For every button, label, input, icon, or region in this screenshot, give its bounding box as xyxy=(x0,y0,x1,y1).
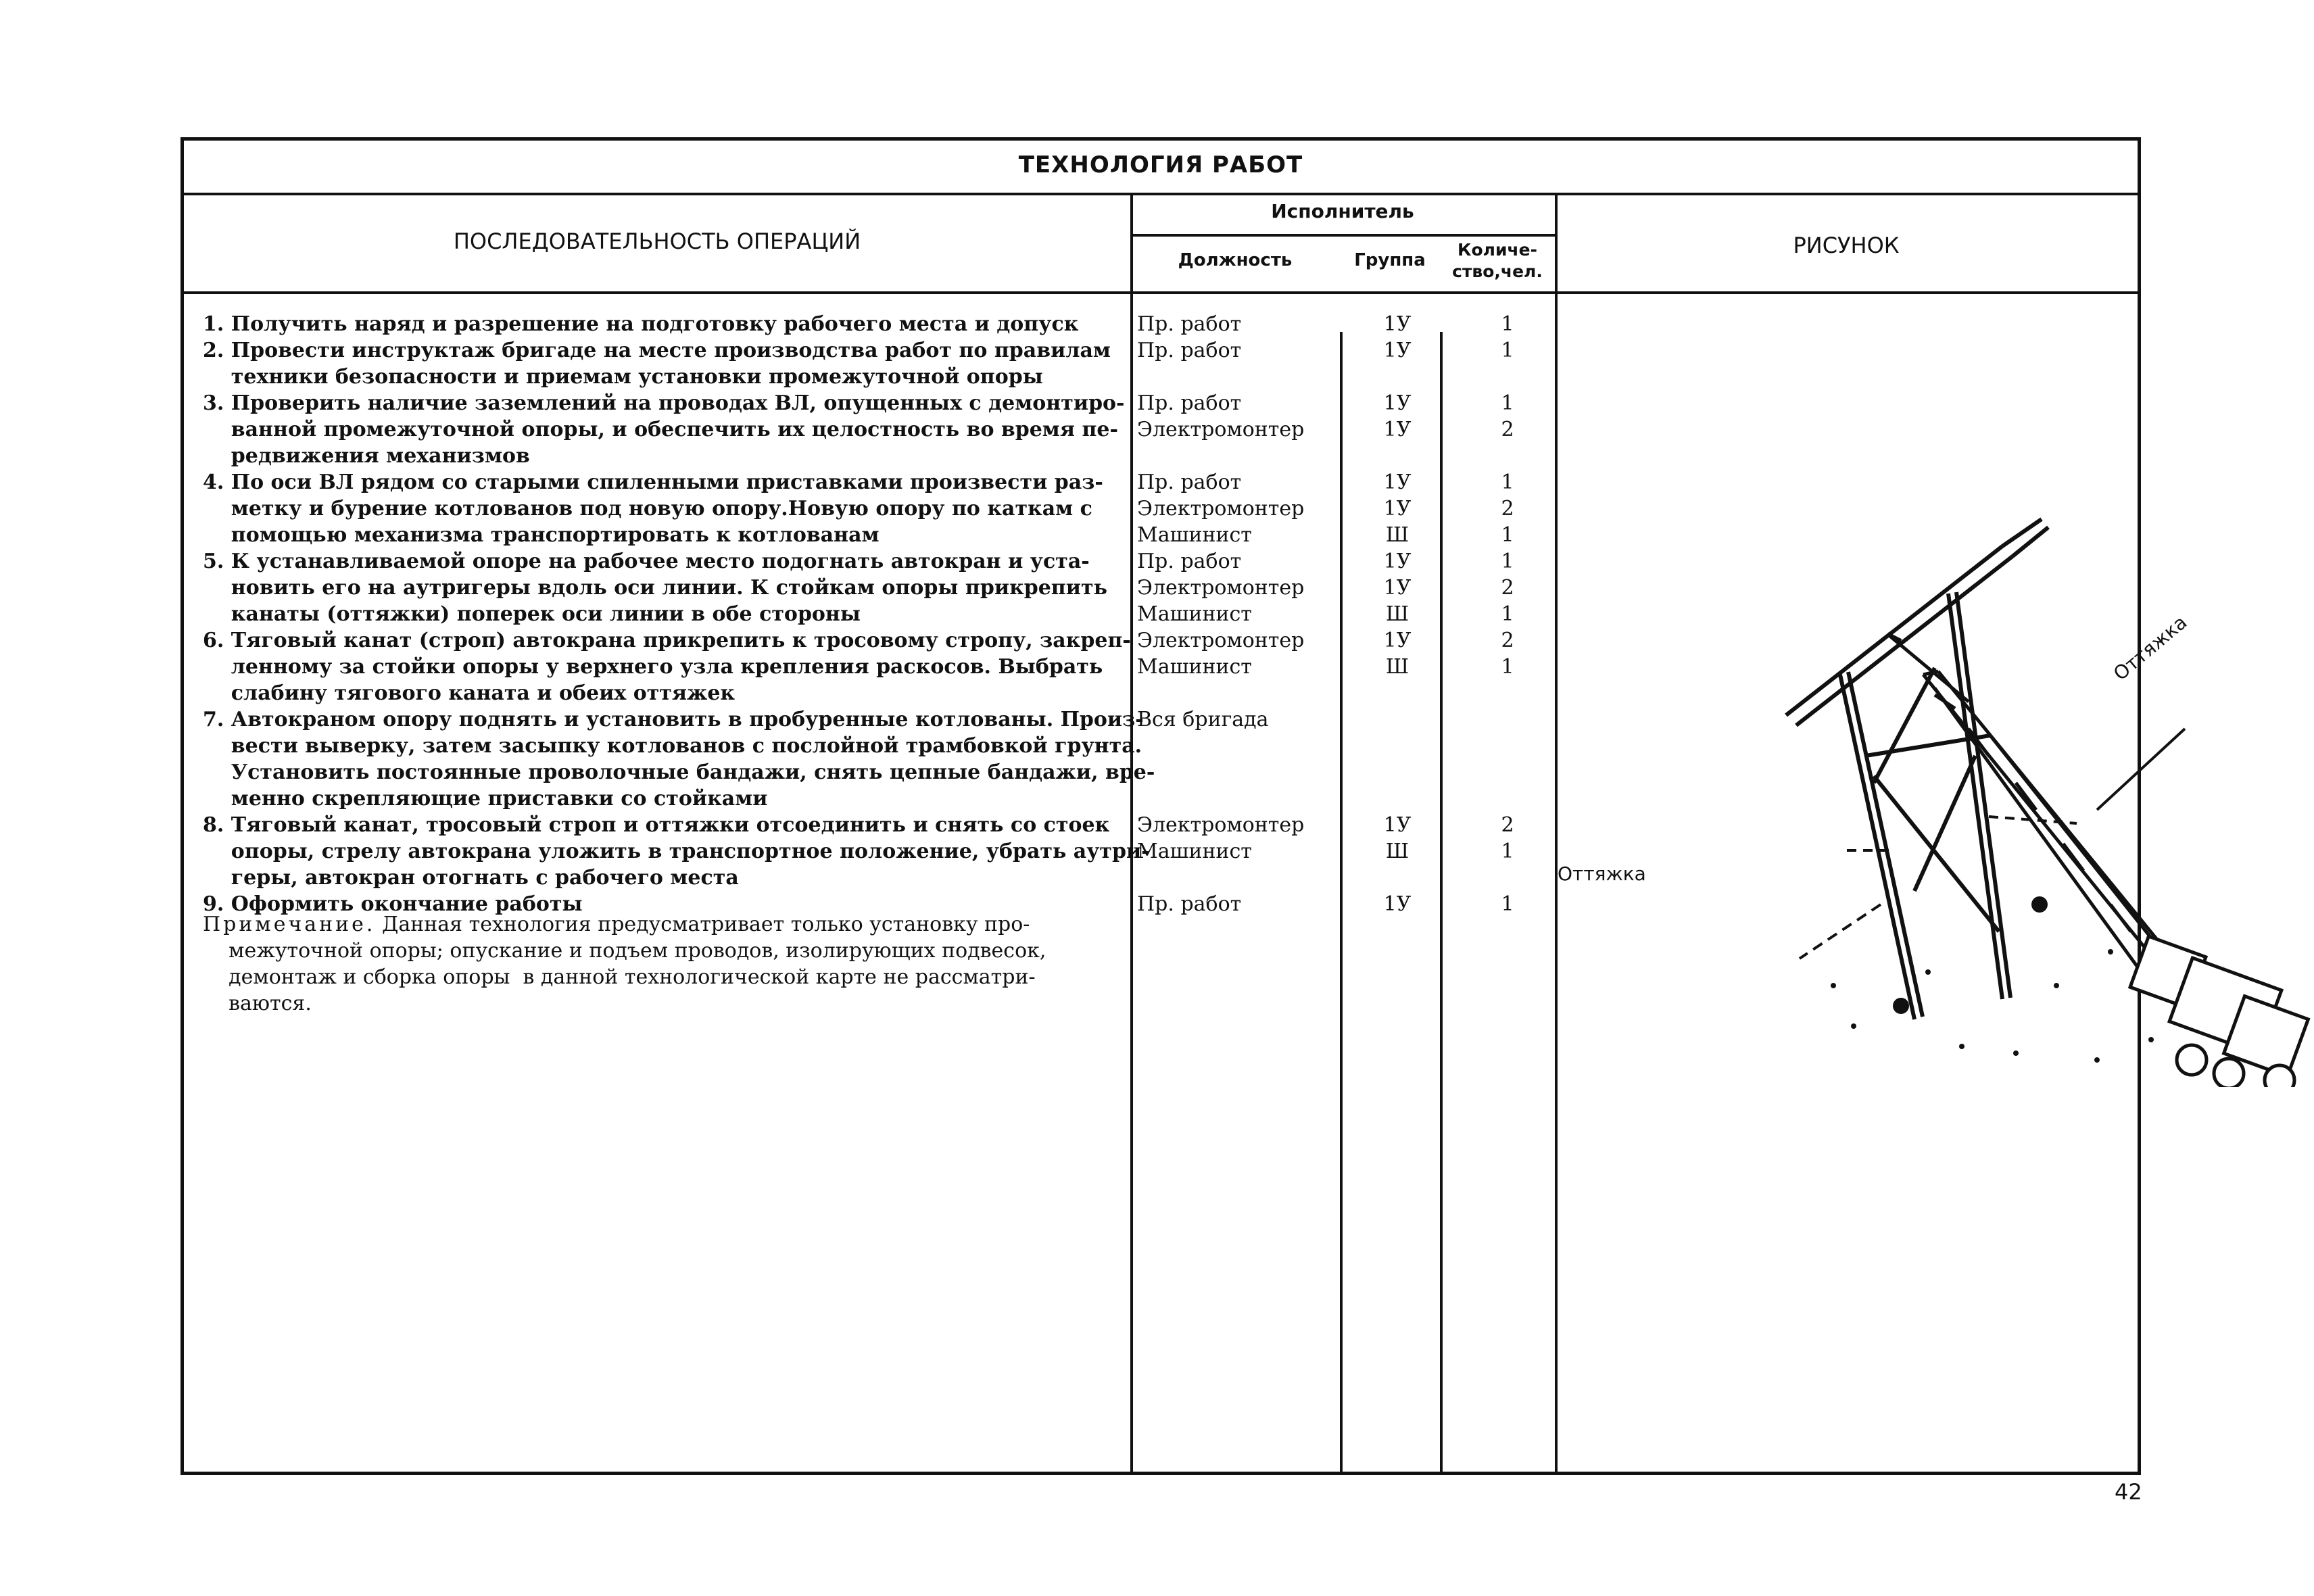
quantity-column: 1 1 1 2 1 2 1 1 2 1 2 1 2 1 1 xyxy=(1501,312,1514,916)
col-divider-group xyxy=(1440,332,1443,1472)
operations-list: 1. Получить наряд и разрешение на подготовку рабочего места и допуск 2. Провести инструктаж бригаде на месте производства работ по правилам техники безопасности и приемам установки промежуточной опоры 3. Проверить наличие заземлений на проводах ВЛ, опущенных с демонтиро- ванной промежуточной опоры, и обеспечить их целостность во время пе- редвижения механизмов 4. По оси ВЛ рядом со старыми спиленными приставками произвести раз- метку и бурение котлованов под новую опору.Новую опору по каткам с помощью механизма транспортировать к котлованам 5. К устанавливаемой опоре на рабочее место подогнать автокран и уста- новить его на аутригеры вдоль оси линии. К стойкам опоры прикрепить канаты (оттяжки) поперек оси линии в обе стороны 6. Тяговый канат (строп) автокрана прикрепить к тросовому стропу, закреп- ленному за стойки опоры у верхнего узла крепления раскосов. Выбрать слабину тягового каната и обеих оттяжек 7. Автокраном опору поднять и установить в пробуренные котлованы. Произ- вести выверку, затем засыпку котлованов с послойной трамбовкой грунта. Установить постоянные проволочные бандажи, снять цепные бандажи, вре- менно скрепляющие приставки со стойками 8. Тяговый канат, тросовый строп и оттяжки отсоединить и снять со стоек опоры, стрелу автокрана уложить в транспортное положение, убрать аутри- геры, автокран отогнать с рабочего места 9. Оформить окончание работы xyxy=(203,312,1155,916)
page-number: 42 xyxy=(2115,1479,2142,1505)
group-column: 1У 1У 1У 1У 1У 1У Ш 1У 1У Ш 1У Ш 1У Ш 1У xyxy=(1383,312,1412,916)
title-divider xyxy=(184,193,2138,195)
note-label: Примечание. xyxy=(203,913,376,936)
col-divider-qty xyxy=(1555,193,1558,1472)
header-divider xyxy=(184,291,2138,294)
guy-label-right: Оттяжка xyxy=(2109,610,2192,685)
technology-table xyxy=(180,137,2192,1475)
position-column: Пр. работ Пр. работ Пр. работ Электромонтер Пр. работ Электромонтер Машинист Пр. работ Электромонтер Машинист Электромонтер Машинист Вся бригада Электромонтер Машинист Пр. работ xyxy=(1137,312,1305,916)
header-executor: Исполнитель xyxy=(1271,200,1414,222)
header-position: Должность xyxy=(1178,250,1293,270)
page-title: ТЕХНОЛОГИЯ РАБОТ xyxy=(1018,151,1303,178)
crane-pole-figure xyxy=(1732,377,2313,1087)
note xyxy=(203,911,1046,1017)
header-quantity xyxy=(1440,239,1555,283)
header-figure: РИСУНОК xyxy=(1793,233,1900,258)
guy-label-left: Оттяжка xyxy=(1558,863,1646,885)
header-quantity-line1: Количе- xyxy=(1457,240,1537,260)
executor-divider xyxy=(1130,234,1555,237)
header-group: Группа xyxy=(1354,250,1426,270)
note-text: Данная технология предусматривает только установку про- межуточной опоры; опускание и подъем проводов, изолирующих подвесок, демонтаж и сборка опоры в данной технологической карте не рассматри- ваются. xyxy=(228,913,1046,1015)
header-quantity-line2: ство,чел. xyxy=(1452,262,1543,281)
col-divider-position xyxy=(1340,332,1343,1472)
header-sequence: ПОСЛЕДОВАТЕЛЬНОСТЬ ОПЕРАЦИЙ xyxy=(453,228,861,254)
